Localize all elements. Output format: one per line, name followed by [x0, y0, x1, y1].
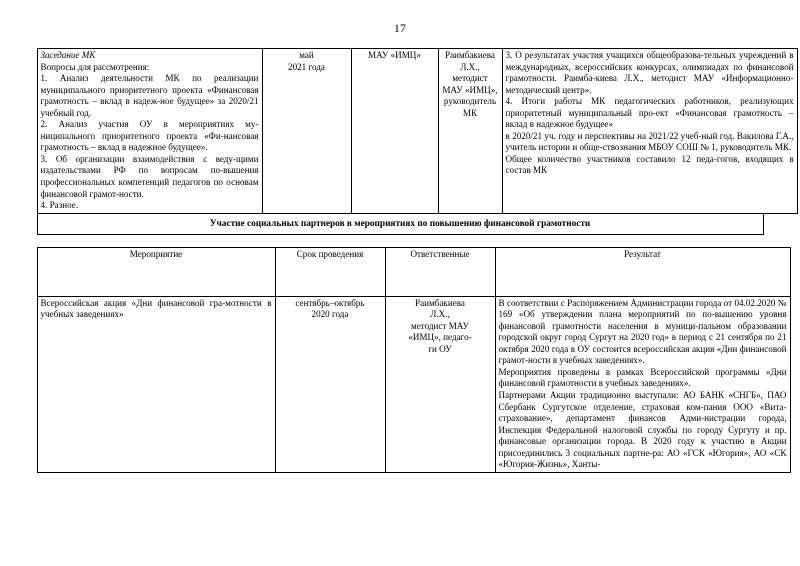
result-line-3: Общее количество участников составило 12 педа-гогов, входящих в состав МК — [505, 153, 794, 176]
responsible-line-1: методист — [452, 73, 488, 84]
responsible-line-2: МАУ «ИМЦ», — [442, 84, 498, 95]
event-line-0: Вопросы для рассмотрения: — [40, 61, 150, 72]
cell-event — [37, 49, 262, 214]
responsible-line-2: методист МАУ — [411, 320, 469, 331]
result-line-0: 3. О результатах участия учащихся общеобразова-тельных учреждений в международных, всероссийских конкурсах, олимпиадах по финансовой грамотности. Раимба-киева Л.Х., методист МАУ «Информационно-методический центр». — [505, 50, 794, 95]
partners-table — [37, 247, 791, 473]
document-body — [37, 48, 794, 473]
period-line-0: сентябрь–октябрь — [295, 297, 365, 308]
responsible-line-3: «ИМЦ», педаго- — [408, 332, 472, 343]
table-row — [37, 296, 790, 472]
responsible-line-0: Раимбакиева Л.Х., — [445, 50, 495, 72]
cell-result — [495, 296, 790, 472]
result-line-2: Партнерами Акции традиционно выступали: АО БАНК «СНГБ», ПАО Сбербанк Сургутское отделение, страховая ком-пания ООО «Вита-страхование», департамент финансов Адми-нистрации города, Инспекция Федеральной налоговой службы по городу Сургуту и пр. финансовые организации города. В 2020 году к участию в Акции присоединились 3 социальных партне-ра: АО «ГСК «Югория», АО «СК «Югория-Жизнь», Ханты- — [498, 390, 787, 470]
responsible-line-0: Раимбакиева — [415, 297, 465, 308]
result-line-2: в 2020/21 уч. году и перспективы на 2021/22 учеб-ный год. Вакилова Г.А., учитель истории и обще-ствознания МБОУ СОШ № 1, руководитель МК. — [505, 130, 794, 153]
header-responsible: Ответственные — [385, 247, 495, 296]
table-spacer — [37, 235, 764, 247]
header-period: Срок проведения — [275, 247, 385, 296]
responsible-line-3: руководитель МК — [443, 96, 497, 118]
event-title: Заседание МК — [40, 50, 96, 60]
result-line-0: В соответствии с Распоряжением Администрации города от 04.02.2020 № 169 «Об утверждении плана мероприятий по по-вышению уровня финансовой грамотности населения в муници-пальном образовании городской округ город Сургут на 2020 год» в период с 21 сентября по 21 октября 2020 года в ОУ состоится всероссийская акция «Дни финансовой грамот-ности в учебных заведениях». — [498, 297, 787, 366]
result-line-1: 4. Итоги работы МК педагогических работников, реализующих приоритетный муниципальный про-ект «Финансовая грамотность – вклад в надежное будущее» — [505, 96, 794, 130]
header-event: Мероприятие — [37, 247, 275, 296]
cell-result — [502, 49, 797, 214]
event-line-4: 4. Разное. — [40, 200, 79, 211]
event-line-1: 1. Анализ деятельности МК по реализации муниципального приоритетного проекта «Финансовая грамотность – вклад в надеж-ное будущее» за 2020/21 учебный год. — [40, 73, 259, 118]
cell-period — [275, 296, 385, 472]
event-line-2: 2. Анализ участия ОУ в мероприятиях му-ниципального приоритетного проекта «Фи-нансовая грамотность – вклад в надежное будущее». — [40, 119, 259, 153]
period-line-1: 2020 года — [311, 309, 349, 320]
date-line-1: 2021 года — [288, 61, 325, 72]
organizer-line-0: МАУ «ИМЦ» — [368, 50, 421, 60]
table-header-row — [37, 247, 790, 296]
cell-event — [37, 296, 275, 472]
event-line-3: 3. Об организации взаимодействия с веду-щими издательствами РФ по вопросам по-вышения профессиональных компетенций педагогов по основам финансовой грамот-ности. — [40, 153, 259, 199]
meeting-table — [37, 48, 798, 214]
responsible-line-1: Л.Х., — [430, 309, 450, 320]
cell-organizer — [351, 49, 438, 214]
result-line-1: Мероприятия проведены в рамках Всероссийской программы «Дни финансовой грамотности в учебных заведениях». — [498, 366, 787, 389]
table-row — [37, 49, 797, 214]
event-text: Всероссийская акция «Дни финансовой гра-мотности в учебных заведениях» — [40, 297, 272, 320]
responsible-line-4: ги ОУ — [428, 343, 452, 354]
cell-responsible — [438, 49, 502, 214]
header-result: Результат — [495, 247, 790, 296]
date-line-0: май — [299, 50, 314, 60]
section-banner: Участие социальных партнеров в мероприятиях по повышению финансовой грамотности — [37, 214, 764, 235]
cell-responsible — [385, 296, 495, 472]
page-number: 17 — [394, 23, 406, 35]
cell-date — [262, 49, 351, 214]
